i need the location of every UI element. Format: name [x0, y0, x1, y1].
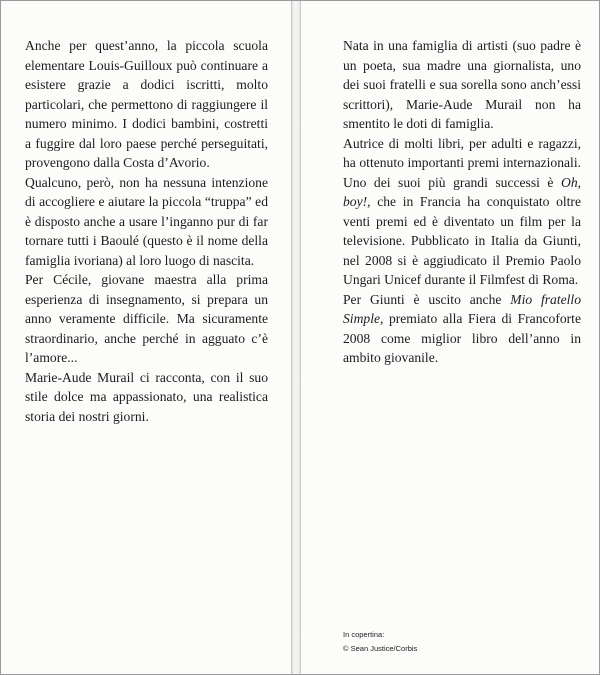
bio-text: , premiato alla Fiera di Francoforte 2008 come miglior libro dell’anno in ambito giovanile. [343, 311, 581, 365]
left-flap [1, 1, 292, 674]
synopsis-paragraph: Marie-Aude Murail ci racconta, con il suo stile dolce ma appassionato, una realistica storia dei nostri giorni. [25, 369, 268, 424]
credit-text: © Sean Justice/Corbis [343, 644, 418, 653]
book-title: Mio fratello Simple [343, 291, 582, 326]
book-title: Oh, boy! [343, 174, 582, 209]
bio-paragraph: Nata in una famiglia di artisti (suo padre è un poeta, sua madre una giornalista, uno dei suoi fratelli e sua sorella sono anch’essi scrittori), Marie-Aude Murail non ha smentito le doti di famiglia. [343, 38, 581, 131]
right-flap [300, 1, 599, 674]
cover-credit [343, 628, 417, 656]
synopsis-text [25, 36, 268, 426]
bio-text: Per Giunti è uscito anche [343, 291, 502, 307]
synopsis-paragraph: Qualcuno, però, non ha nessuna intenzione di accogliere e aiutare la piccola “truppa” ed è disposto anche a usare l’inganno pur di far tornare tutti i Baoulé (questo è il nome della famiglia ivoriana) al loro luogo di nascita. [25, 174, 268, 268]
bio-text: Autrice di molti libri, per adulti e ragazzi, ha ottenuto importanti premi internazionali. Uno dei suoi più grandi successi è [343, 135, 581, 190]
author-bio-text [343, 36, 581, 368]
bio-paragraph [343, 290, 581, 368]
credit-label: In copertina: [343, 630, 385, 639]
bio-paragraph [343, 134, 581, 290]
synopsis-paragraph: Anche per quest’anno, la piccola scuola elementare Louis-Guilloux può continuare a esistere grazie a dodici iscritti, molto particolari, che permettono di raggiungere il numero minimo. I dodici bambini, costretti a fuggire dal loro paese perché perseguitati, provengono dalla Costa d’Avorio. [25, 38, 268, 170]
synopsis-paragraph: Per Cécile, giovane maestra alla prima esperienza di insegnamento, si prepara un anno veramente difficile. Ma sicuramente straordinario, anche perché in agguato c’è l’amore... [25, 272, 268, 365]
fold-gutter [292, 1, 300, 674]
bio-text: , che in Francia ha conquistato oltre venti premi ed è diventato un film per la televisione. Pubblicato in Italia da Giunti, nel 2008 si è aggiudicato il Premio Paolo Ungari Unicef durante il Filmfest di Roma. [343, 194, 581, 287]
